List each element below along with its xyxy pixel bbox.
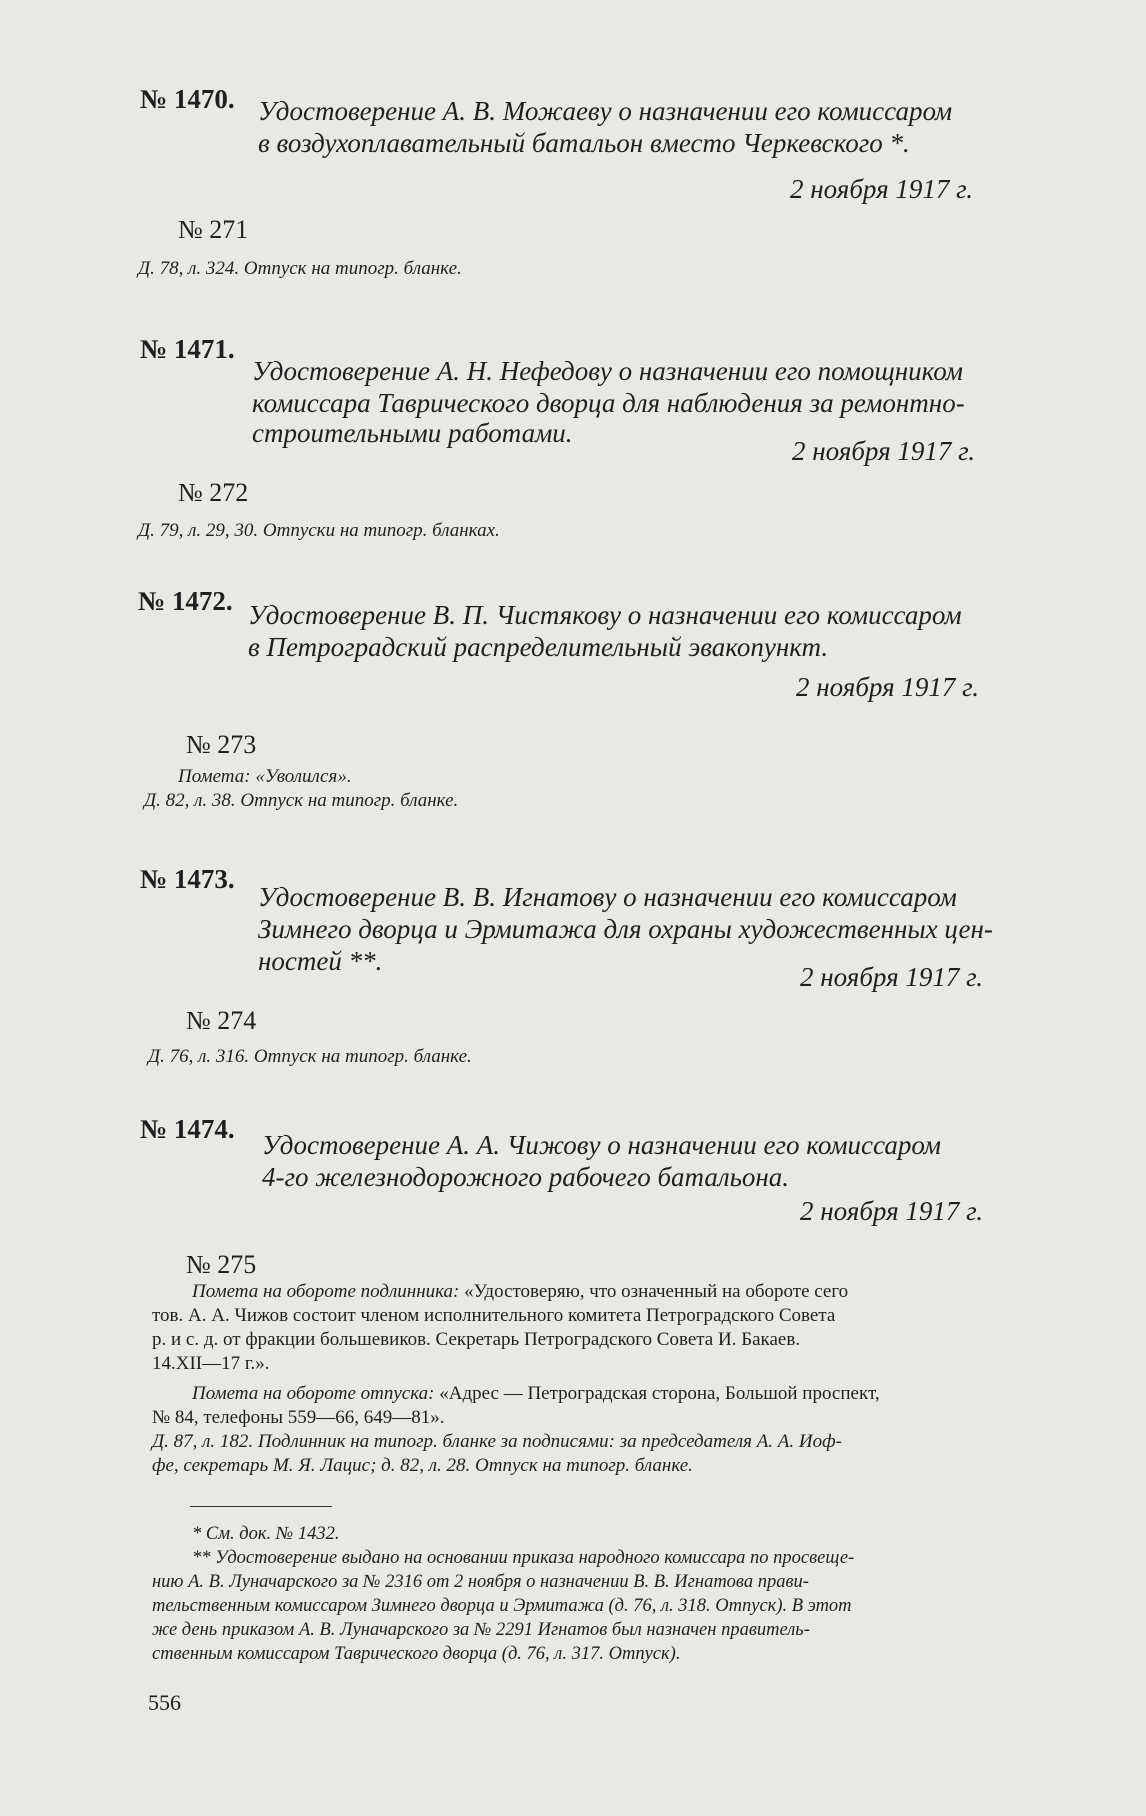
entry-date: 2 ноября 1917 г. (792, 436, 976, 466)
doc-number: № 273 (186, 730, 257, 759)
note-text: «Удостоверяю, что означенный на обороте сего (464, 1281, 849, 1302)
entry-title-line: Зимнего дворца и Эрмитажа для охраны художественных цен- (258, 914, 993, 944)
note-text: «Адрес — Петроградская сторона, Большой проспект, (439, 1383, 880, 1404)
entry-title-line: Удостоверение В. П. Чистякову о назначении его комиссаром (248, 600, 962, 630)
archive-note: Д. 82, л. 38. Отпуск на типогр. бланке. (144, 790, 459, 811)
entry-title-line: в Петроградский распределительный эвакопункт. (248, 632, 829, 662)
footnote-line: ** Удостоверение выдано на основании приказа народного комиссара по просвеще- (192, 1548, 855, 1568)
entry-number: № 1472. (138, 586, 233, 616)
entry-date: 2 ноября 1917 г. (800, 962, 984, 992)
entry-title-line: в воздухоплавательный батальон вместо Черкевского *. (258, 128, 910, 158)
footnote: * См. док. № 1432. (192, 1524, 340, 1544)
mark-note: Помета: «Уволился». (178, 766, 352, 787)
entry-number: № 1473. (140, 864, 235, 894)
page-number: 556 (148, 1690, 181, 1715)
footnote-line: же день приказом А. В. Луначарского за № 2291 Игнатов был назначен правитель- (152, 1620, 810, 1640)
entry-number: № 1470. (140, 84, 235, 114)
note-text: № 84, телефоны 559—66, 649—81». (152, 1407, 445, 1428)
reverse-original-note (192, 1280, 848, 1304)
entry-title-line: Удостоверение А. Н. Нефедову о назначении его помощником (252, 356, 963, 386)
note-label: Помета на обороте подлинника: (192, 1281, 460, 1302)
entry-title-line: 4-го железнодорожного рабочего батальона. (262, 1162, 790, 1192)
archive-note: Д. 76, л. 316. Отпуск на типогр. бланке. (148, 1046, 472, 1067)
archive-note: Д. 78, л. 324. Отпуск на типогр. бланке. (138, 258, 462, 279)
doc-number: № 275 (186, 1250, 257, 1279)
doc-number: № 271 (178, 215, 249, 244)
archive-note: фе, секретарь М. Я. Лацис; д. 82, л. 28. Отпуск на типогр. бланке. (152, 1455, 693, 1476)
entry-title-line: Удостоверение А. В. Можаеву о назначении его комиссаром (258, 96, 953, 126)
footnote-divider (190, 1506, 332, 1507)
entry-date: 2 ноября 1917 г. (800, 1196, 984, 1226)
entry-number: № 1471. (140, 334, 235, 364)
note-label: Помета на обороте отпуска: (192, 1383, 435, 1404)
footnote-line: ственным комиссаром Таврического дворца (д. 76, л. 317. Отпуск). (152, 1644, 681, 1664)
entry-title-line: Удостоверение В. В. Игнатову о назначении его комиссаром (258, 882, 957, 912)
archive-note: Д. 87, л. 182. Подлинник на типогр. бланке за подписями: за председателя А. А. Иоф- (152, 1431, 842, 1452)
note-text: тов. А. А. Чижов состоит членом исполнительного комитета Петроградского Совета (152, 1305, 836, 1326)
archive-note: Д. 79, л. 29, 30. Отпуски на типогр. бланках. (138, 520, 500, 541)
entry-title-line: Удостоверение А. А. Чижову о назначении его комиссаром (262, 1130, 942, 1160)
entry-title-line: ностей **. (258, 946, 383, 976)
entry-title-line: комиссара Таврического дворца для наблюдения за ремонтно- (252, 388, 965, 418)
entry-title-line: строительными работами. (252, 418, 573, 448)
footnote-line: нию А. В. Луначарского за № 2316 от 2 ноября о назначении В. В. Игнатова прави- (152, 1572, 809, 1592)
doc-number: № 274 (186, 1006, 257, 1035)
entry-date: 2 ноября 1917 г. (790, 174, 974, 204)
note-text: 14.XII—17 г.». (152, 1353, 270, 1374)
entry-date: 2 ноября 1917 г. (796, 672, 980, 702)
entry-number: № 1474. (140, 1114, 235, 1144)
note-text: р. и с. д. от фракции большевиков. Секретарь Петроградского Совета И. Бакаев. (152, 1329, 801, 1350)
footnote-line: тельственным комиссаром Зимнего дворца и Эрмитажа (д. 76, л. 318. Отпуск). В этот (152, 1596, 852, 1616)
doc-number: № 272 (178, 478, 249, 507)
reverse-copy-note (192, 1382, 880, 1406)
